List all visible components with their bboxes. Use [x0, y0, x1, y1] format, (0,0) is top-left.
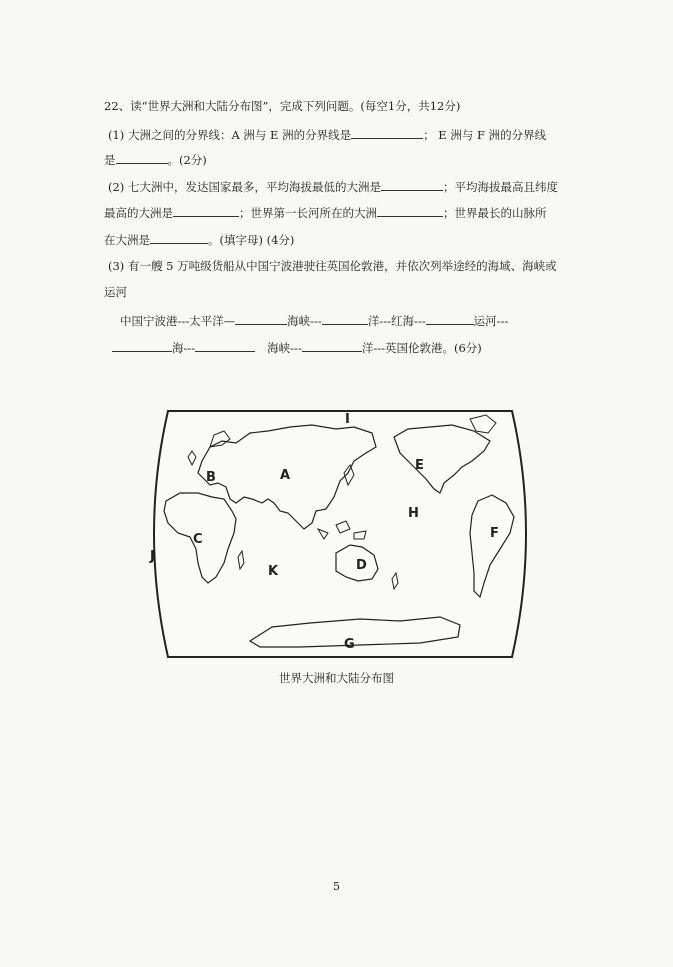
q1-blank-1[interactable] — [351, 126, 423, 139]
world-map — [140, 403, 540, 665]
q2-blank-1[interactable] — [381, 178, 443, 191]
q2-text-e: ；世界最长的山脉所 — [443, 206, 547, 220]
q1-line2 — [104, 151, 574, 168]
q3-route-line1 — [120, 312, 590, 329]
q2-text-d: ；世界第一长河所在的大洲 — [239, 206, 377, 220]
q1-text-d: 。(2分) — [167, 153, 207, 167]
world-map-svg — [140, 403, 540, 665]
q2-blank-2[interactable] — [173, 204, 239, 217]
q2-text-c: 最高的大洲是 — [104, 206, 173, 220]
route-text-b: 海峡--- — [287, 314, 322, 328]
map-caption: 世界大洲和大陆分布图 — [279, 671, 394, 685]
question-title: 22、读“世界大洲和大陆分布图”，完成下列问题。(每空1分，共12分) — [104, 99, 461, 113]
q3-line1: (3) 有一艘 5 万吨级货船从中国宁波港驶往英国伦敦港，并依次列举途经的海域、海峡或 — [108, 259, 557, 273]
q2-text-a: (2) 七大洲中，发达国家最多，平均海拔最低的大洲是 — [108, 180, 381, 194]
map-label-f: F — [490, 526, 499, 541]
route-blank-3[interactable] — [426, 312, 474, 325]
q2-line3 — [104, 231, 574, 248]
map-label-c: C — [193, 532, 203, 547]
q1-text-b: ； E 洲与 F 洲的分界线 — [423, 128, 547, 142]
route-blank-4[interactable] — [112, 339, 172, 352]
q1-text-c: 是 — [104, 153, 116, 167]
route-text-e: 海--- — [172, 341, 196, 355]
route-blank-5[interactable] — [195, 339, 255, 352]
route-text-g: 洋---英国伦敦港。(6分) — [361, 341, 482, 355]
map-label-g: G — [344, 637, 355, 652]
page-number: 5 — [333, 880, 340, 893]
route-blank-6[interactable] — [302, 339, 362, 352]
q2-blank-3[interactable] — [377, 204, 443, 217]
map-label-j: J — [150, 549, 155, 564]
q2-text-f: 在大洲是 — [104, 233, 150, 247]
map-label-a: A — [280, 468, 291, 483]
q1-text-a: (1) 大洲之间的分界线：A 洲与 E 洲的分界线是 — [108, 128, 352, 142]
route-blank-1[interactable] — [235, 312, 287, 325]
q2-text-g: 。(填字母) (4分) — [208, 233, 295, 247]
route-text-d: 运河--- — [473, 314, 509, 328]
q2-blank-4[interactable] — [150, 231, 208, 244]
q1-line1 — [108, 126, 578, 143]
map-label-e: E — [415, 458, 424, 473]
route-text-a: 中国宁波港---太平洋— — [120, 314, 236, 328]
route-blank-2[interactable] — [322, 312, 368, 325]
map-label-h: H — [408, 506, 419, 521]
q3-route-line2 — [112, 339, 582, 356]
q2-line2 — [104, 204, 574, 221]
map-label-k: K — [268, 564, 279, 579]
q2-text-b: ；平均海拔最高且纬度 — [442, 180, 558, 194]
route-text-c: 洋---红海--- — [367, 314, 426, 328]
q1-blank-2[interactable] — [116, 151, 168, 164]
q2-line1 — [108, 178, 578, 195]
route-text-f: 海峡--- — [267, 341, 302, 355]
map-label-b: B — [206, 470, 216, 485]
map-label-i: I — [345, 412, 350, 427]
map-label-d: D — [356, 558, 367, 573]
q3-line2: 运河 — [104, 285, 127, 299]
